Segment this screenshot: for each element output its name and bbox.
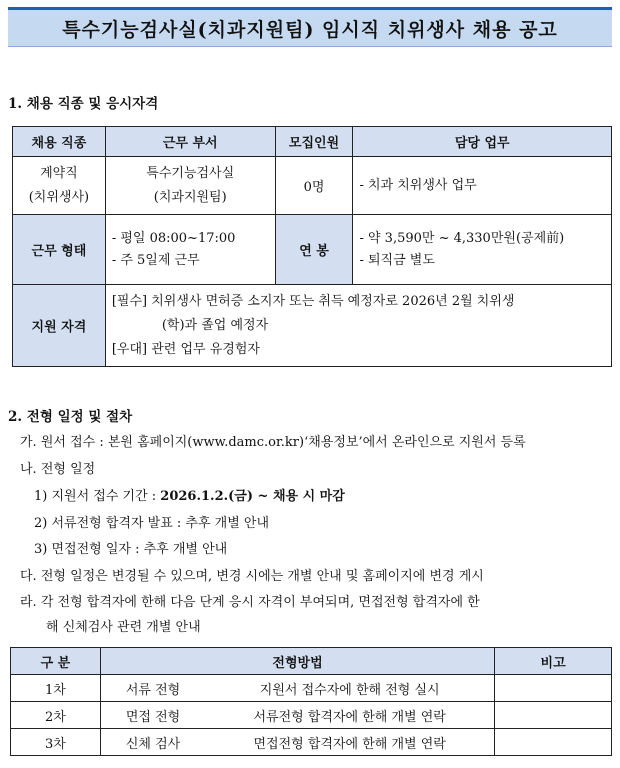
qual-required-cont: (학)과 졸업 예정자 — [161, 317, 269, 333]
header-duty: 담당 업무 — [353, 127, 612, 157]
header-job: 채용 직종 — [13, 127, 106, 157]
work-cell — [105, 215, 275, 285]
header-method: 전형방법 — [100, 648, 494, 675]
schedule-2: 2) 서류전형 합격자 발표 : 추후 개별 안내 — [34, 516, 270, 531]
qual-preferred: [우대] 관련 업무 유경험자 — [111, 341, 260, 357]
item-na: 나. 전형 일정 — [20, 462, 96, 477]
dept-team: (치과지원팀) — [153, 189, 227, 205]
work-label: 근무 형태 — [13, 215, 106, 285]
stage-cell: 2차 — [11, 702, 101, 729]
job-title: (치위생사) — [28, 189, 90, 205]
header-count: 모집인원 — [275, 127, 353, 157]
method-cell: 신체 검사 — [100, 729, 205, 756]
schedule-1-label: 1) 지원서 접수 기간 : — [34, 489, 161, 504]
item-ra: 라. 각 전형 합격자에 한해 다음 단계 응시 자격이 부여되며, 면접전형 합격자에 한 — [20, 595, 480, 610]
dept-name: 특수기능검사실 — [146, 165, 235, 181]
title-banner — [8, 7, 612, 47]
schedule-3: 3) 면접전형 일자 : 추후 개별 안내 — [34, 542, 228, 557]
method-cell: 면접 전형 — [100, 702, 205, 729]
count-cell: 0명 — [275, 157, 353, 215]
stage-cell: 3차 — [11, 729, 101, 756]
schedule-1 — [34, 485, 345, 504]
schedule-1-value: 2026.1.2.(금) ~ 채용 시 마감 — [160, 489, 345, 504]
salary-severance: - 퇴직금 별도 — [359, 252, 435, 268]
desc-cell: 면접전형 합격자에 한해 개별 연락 — [205, 729, 494, 756]
table-row — [11, 675, 612, 702]
desc-cell: 서류전형 합격자에 한해 개별 연락 — [205, 702, 494, 729]
note-cell — [495, 675, 612, 702]
process-table — [10, 647, 612, 756]
page-title: 특수기능검사실(치과지원팀) 임시직 치위생사 채용 공고 — [62, 18, 558, 41]
desc-cell: 지원서 접수자에 한해 전형 실시 — [205, 675, 494, 702]
recruit-table — [12, 126, 612, 367]
duty-cell: - 치과 치위생사 업무 — [353, 157, 612, 215]
header-stage: 구 분 — [11, 648, 101, 675]
salary-cell — [353, 215, 612, 285]
item-da: 다. 전형 일정은 변경될 수 있으며, 변경 시에는 개별 안내 및 홈페이지에 변경 게시 — [20, 569, 484, 584]
dept-cell — [105, 157, 275, 215]
stage-cell: 1차 — [11, 675, 101, 702]
item-ra-cont: 해 신체검사 관련 개별 안내 — [46, 620, 201, 635]
note-cell — [495, 729, 612, 756]
job-cell — [13, 157, 106, 215]
note-cell — [495, 702, 612, 729]
table-row — [11, 729, 612, 756]
qual-cell — [105, 285, 611, 367]
salary-amount: - 약 3,590만 ~ 4,330만원(공제前) — [359, 230, 565, 246]
section2-heading: 2. 전형 일정 및 절차 — [8, 409, 133, 425]
table-row — [11, 702, 612, 729]
header-note: 비고 — [495, 648, 612, 675]
method-cell: 서류 전형 — [100, 675, 205, 702]
work-hours: - 평일 08:00~17:00 — [111, 230, 236, 246]
work-days: - 주 5일제 근무 — [111, 252, 200, 268]
section1-heading: 1. 채용 직종 및 응시자격 — [8, 96, 159, 112]
qual-required: [필수] 치위생사 면허증 소지자 또는 취득 예정자로 2026년 2월 치위생 — [111, 293, 515, 309]
salary-label: 연 봉 — [275, 215, 353, 285]
qual-label: 지원 자격 — [13, 285, 106, 367]
header-dept: 근무 부서 — [105, 127, 275, 157]
item-ga: 가. 원서 접수 : 본원 홈페이지(www.damc.or.kr)‘채용정보’에서 온라인으로 지원서 등록 — [20, 435, 526, 450]
job-type: 계약직 — [40, 165, 78, 181]
